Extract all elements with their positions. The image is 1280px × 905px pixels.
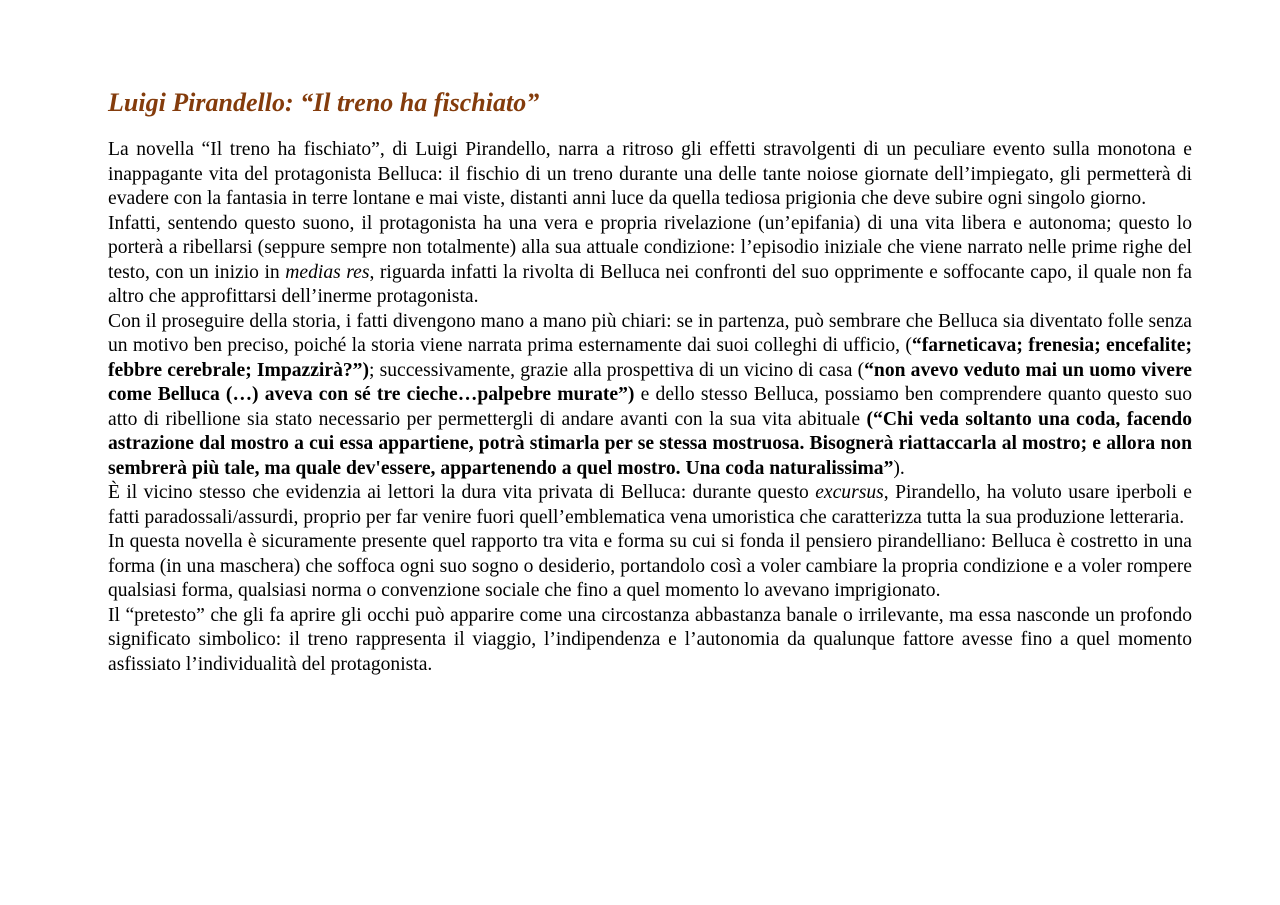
bold-quote-colleagues: “farneticava; frenesia; encefalite; febbre cerebrale; Impazzirà?”) [108,335,1192,381]
paragraph-story-progress [108,310,1192,482]
paragraph-text: ; successivamente, grazie alla prospettiva di un vicino di casa ( [368,359,865,381]
document-title: Luigi Pirandello: “Il treno ha fischiato” [108,88,540,117]
paragraph-pretext: Il “pretesto” che gli fa aprire gli occhi può apparire come una circostanza abbastanza banale o irrilevante, ma essa nasconde un profondo significato simbolico: il treno rappresenta il viaggio, l’indipendenza e l’autonomia da qualunque fattore avesse fino a quel momento asfissiato l’individualità del protagonista. [108,604,1192,675]
paragraph-text: e dello stesso Belluca, possiamo ben comprendere quanto questo suo atto di ribellione sia stato necessario per permettergli di andare avanti con la sua vita abituale [108,384,1192,430]
paragraph-excursus [108,481,1192,530]
paragraph-text: Con il proseguire della storia, i fatti divengono mano a mano più chiari: se in partenza, può sembrare che Belluca sia diventato folle senza un motivo ben preciso, poiché la storia viene narrata prima esternamente dai suoi colleghi di ufficio, ( [108,310,1192,356]
italic-term: excursus [815,482,884,503]
paragraph-text: Infatti, sentendo questo suono, il protagonista ha una vera e propria rivelazione (un’epifania) di una vita libera e autonoma; questo lo porterà a ribellarsi (seppure sempre non totalmente) alla sua attuale condizione: l’episodio iniziale che viene narrato nelle prime righe del testo, con un inizio in [108,212,1192,283]
bold-quote-neighbor: “non avevo veduto mai un uomo vivere come Belluca (…) aveva con sé tre cieche…palpebre murate”) [108,359,1192,405]
paragraph-text: È il vicino stesso che evidenzia ai lettori la dura vita privata di Belluca: durante questo [108,482,816,503]
bold-quote-belluca: (“Chi veda soltanto una coda, facendo astrazione dal mostro a cui essa appartiene, potrà stimarla per se stessa mostruosa. Bisognerà riattaccarla al mostro; e allora non sembrerà più tale, ma quale dev'essere, appartenendo a quel mostro. Una coda naturalissima” [108,408,1192,479]
paragraph-life-form: In questa novella è sicuramente presente quel rapporto tra vita e forma su cui si fonda il pensiero pirandelliano: Belluca è costretto in una forma (in una maschera) che soffoca ogni suo sogno o desiderio, portandolo così a voler cambiare la propria condizione e a voler rompere qualsiasi forma, qualsiasi norma o convenzione sociale che fino a quel momento lo avevano imprigionato. [108,531,1192,601]
italic-term: medias res [285,261,370,283]
paragraph-text: ). [893,457,905,479]
paragraph-text: , riguarda infatti la rivolta di Belluca nei confronti del suo opprimente e soffocante capo, il quale non fa altro che approfittarsi dell’inerme protagonista. [108,261,1192,307]
paragraph-intro: La novella “Il treno ha fischiato”, di Luigi Pirandello, narra a ritroso gli effetti stravolgenti di un peculiare evento sulla monotona e inappagante vita del protagonista Belluca: il fischio di un treno durante una delle tante noiose giornate dell’impiegato, gli permetterà di evadere con la fantasia in terre lontane e mai viste, distanti anni luce da quella tediosa prigionia che deve subire ogni singolo giorno. [108,139,1192,209]
document-page [108,86,1192,677]
paragraph-text: , Pirandello, ha voluto usare iperboli e fatti paradossali/assurdi, proprio per far venire fuori quell’emblematica vena umoristica che caratterizza tutta la sua produzione letteraria. [108,482,1192,528]
paragraph-epiphany [108,212,1192,310]
